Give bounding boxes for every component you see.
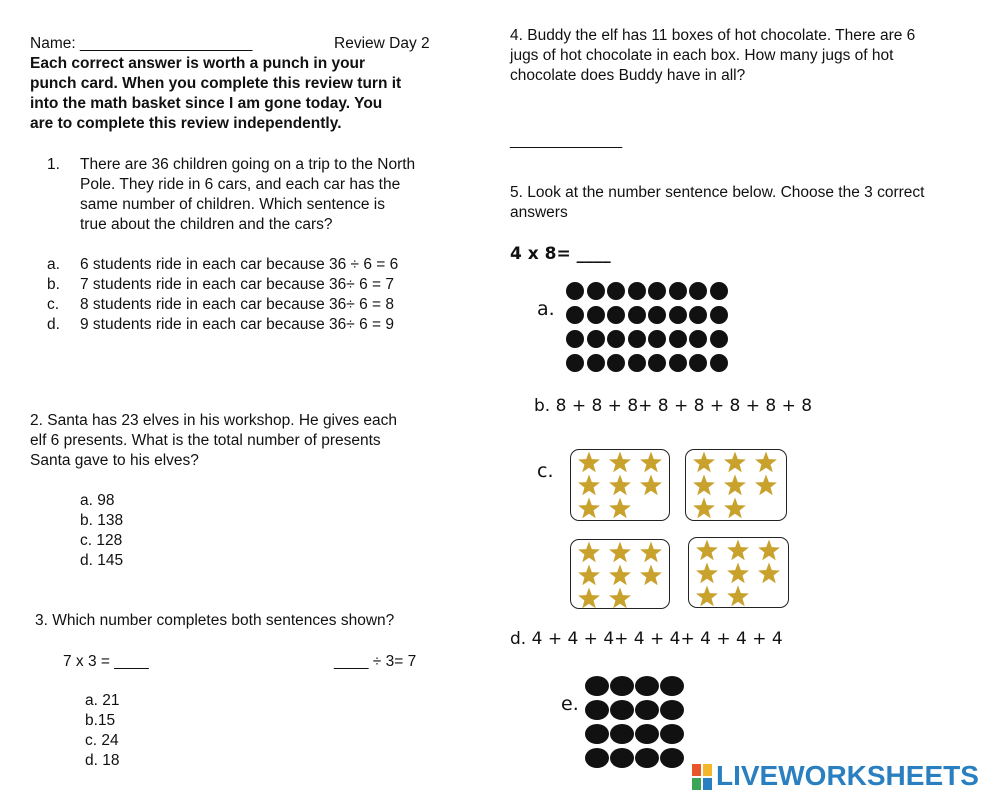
star-icon <box>727 563 749 584</box>
star-group <box>685 449 787 521</box>
name-field: Name: ____________________ <box>30 35 253 52</box>
dot <box>660 748 684 768</box>
q3-right-sentence: ____ ÷ 3= 7 <box>334 653 417 670</box>
star-icon <box>609 475 631 496</box>
q1-line-3: same number of children. Which sentence is <box>80 196 385 213</box>
star-icon <box>727 586 749 607</box>
review-title: Review Day 2 <box>334 35 430 52</box>
dot <box>635 676 659 696</box>
dot <box>607 330 625 348</box>
dot <box>585 676 609 696</box>
dot <box>587 306 605 324</box>
dot <box>669 330 687 348</box>
dot <box>689 282 707 300</box>
dot <box>587 282 605 300</box>
q2-line-1: 2. Santa has 23 elves in his workshop. He gives each <box>30 412 398 429</box>
star-icon <box>755 452 777 473</box>
q2-line-3: Santa gave to his elves? <box>30 452 199 469</box>
dot <box>587 330 605 348</box>
instructions-line-1: Each correct answer is worth a punch in your <box>30 55 366 72</box>
q5-option-a-label[interactable]: a. <box>537 298 555 320</box>
dot <box>710 354 728 372</box>
dot <box>635 748 659 768</box>
star-icon <box>640 542 662 563</box>
dot <box>669 354 687 372</box>
star-icon <box>755 475 777 496</box>
dot <box>628 282 646 300</box>
star-icon <box>693 475 715 496</box>
q4-line-1: 4. Buddy the elf has 11 boxes of hot chocolate. There are 6 <box>510 27 916 44</box>
dot <box>628 354 646 372</box>
star-group <box>688 537 789 608</box>
q1-option-b-letter: b. <box>47 276 60 293</box>
q1-option-d-letter: d. <box>47 316 60 333</box>
q5-option-c-label[interactable]: c. <box>537 460 554 482</box>
dot <box>610 676 634 696</box>
dot <box>628 330 646 348</box>
q1-line-4: true about the children and the cars? <box>80 216 333 233</box>
star-icon <box>609 588 631 609</box>
dot <box>607 354 625 372</box>
liveworksheets-logo-icon <box>692 762 714 792</box>
q1-number: 1. <box>47 156 60 173</box>
q3-prompt: 3. Which number completes both sentences shown? <box>35 612 395 629</box>
dot <box>660 700 684 720</box>
dot <box>610 748 634 768</box>
dot <box>585 700 609 720</box>
q3-option-c[interactable]: c. 24 <box>85 732 119 749</box>
dot <box>710 330 728 348</box>
star-icon <box>696 563 718 584</box>
q3-option-b[interactable]: b.15 <box>85 712 116 729</box>
q1-option-a[interactable]: 6 students ride in each car because 36 ÷ 6 = 6 <box>80 256 399 273</box>
dot <box>648 306 666 324</box>
dot <box>566 306 584 324</box>
star-icon <box>696 586 718 607</box>
star-icon <box>724 452 746 473</box>
star-icon <box>640 475 662 496</box>
star-icon <box>578 588 600 609</box>
q2-line-2: elf 6 presents. What is the total number of presents <box>30 432 381 449</box>
star-icon <box>578 475 600 496</box>
dot <box>660 724 684 744</box>
q2-option-d[interactable]: d. 145 <box>80 552 124 569</box>
dot <box>689 330 707 348</box>
instructions-line-4: are to complete this review independently. <box>30 115 342 132</box>
instructions-line-3: into the math basket since I am gone today. You <box>30 95 383 112</box>
q3-left-sentence: 7 x 3 = ____ <box>63 653 149 670</box>
star-icon <box>640 565 662 586</box>
dot <box>628 306 646 324</box>
dot <box>660 676 684 696</box>
q3-option-a[interactable]: a. 21 <box>85 692 120 709</box>
q4-line-3: chocolate does Buddy have in all? <box>510 67 746 84</box>
star-icon <box>578 542 600 563</box>
dot <box>607 306 625 324</box>
dot <box>566 330 584 348</box>
star-icon <box>693 452 715 473</box>
dot <box>648 330 666 348</box>
star-icon <box>696 540 718 561</box>
dot <box>689 354 707 372</box>
star-icon <box>609 452 631 473</box>
dot <box>585 724 609 744</box>
q2-option-c[interactable]: c. 128 <box>80 532 123 549</box>
dot <box>635 700 659 720</box>
star-icon <box>640 452 662 473</box>
star-icon <box>758 563 780 584</box>
q1-option-c-letter: c. <box>47 296 60 313</box>
q5-option-b[interactable]: b. 8 + 8 + 8+ 8 + 8 + 8 + 8 + 8 <box>534 396 813 416</box>
dot <box>710 282 728 300</box>
star-icon <box>609 542 631 563</box>
dot <box>710 306 728 324</box>
star-icon <box>578 452 600 473</box>
q5-line-2: answers <box>510 204 568 221</box>
instructions-line-2: punch card. When you complete this review turn it <box>30 75 402 92</box>
q5-option-e-array[interactable] <box>585 676 684 768</box>
dot <box>648 282 666 300</box>
dot <box>648 354 666 372</box>
star-icon <box>727 540 749 561</box>
q3-option-d[interactable]: d. 18 <box>85 752 120 769</box>
dot <box>635 724 659 744</box>
star-icon <box>724 475 746 496</box>
dot <box>669 282 687 300</box>
dot <box>566 282 584 300</box>
q1-option-d[interactable]: 9 students ride in each car because 36÷ 6 = 9 <box>80 316 394 333</box>
q2-option-b[interactable]: b. 138 <box>80 512 124 529</box>
dot <box>587 354 605 372</box>
q4-line-2: jugs of hot chocolate in each box. How many jugs of hot <box>510 47 894 64</box>
q1-option-b[interactable]: 7 students ride in each car because 36÷ 6 = 7 <box>80 276 394 293</box>
star-icon <box>609 565 631 586</box>
dot <box>689 306 707 324</box>
q1-line-2: Pole. They ride in 6 cars, and each car has the <box>80 176 401 193</box>
star-icon <box>609 498 631 519</box>
dot <box>610 724 634 744</box>
dot <box>610 700 634 720</box>
q5-line-1: 5. Look at the number sentence below. Choose the 3 correct <box>510 184 925 201</box>
q5-equation: 4 x 8= ____ <box>510 244 611 264</box>
q4-answer-line[interactable]: _____________ <box>510 132 623 149</box>
dot <box>566 354 584 372</box>
star-icon <box>693 498 715 519</box>
q1-option-a-letter: a. <box>47 256 60 273</box>
q5-option-d[interactable]: d. 4 + 4 + 4+ 4 + 4+ 4 + 4 + 4 <box>510 629 783 649</box>
liveworksheets-logo-text: LIVEWORKSHEETS <box>716 760 979 791</box>
q2-option-a[interactable]: a. 98 <box>80 492 115 509</box>
q1-option-c[interactable]: 8 students ride in each car because 36÷ 6 = 8 <box>80 296 394 313</box>
q5-option-e-label[interactable]: e. <box>561 693 579 715</box>
dot <box>607 282 625 300</box>
star-icon <box>578 498 600 519</box>
dot <box>669 306 687 324</box>
star-group <box>570 539 670 609</box>
star-icon <box>758 540 780 561</box>
q5-option-a-array[interactable] <box>566 282 728 372</box>
star-icon <box>724 498 746 519</box>
star-group <box>570 449 670 521</box>
star-icon <box>578 565 600 586</box>
dot <box>585 748 609 768</box>
q1-line-1: There are 36 children going on a trip to the North <box>80 156 416 173</box>
